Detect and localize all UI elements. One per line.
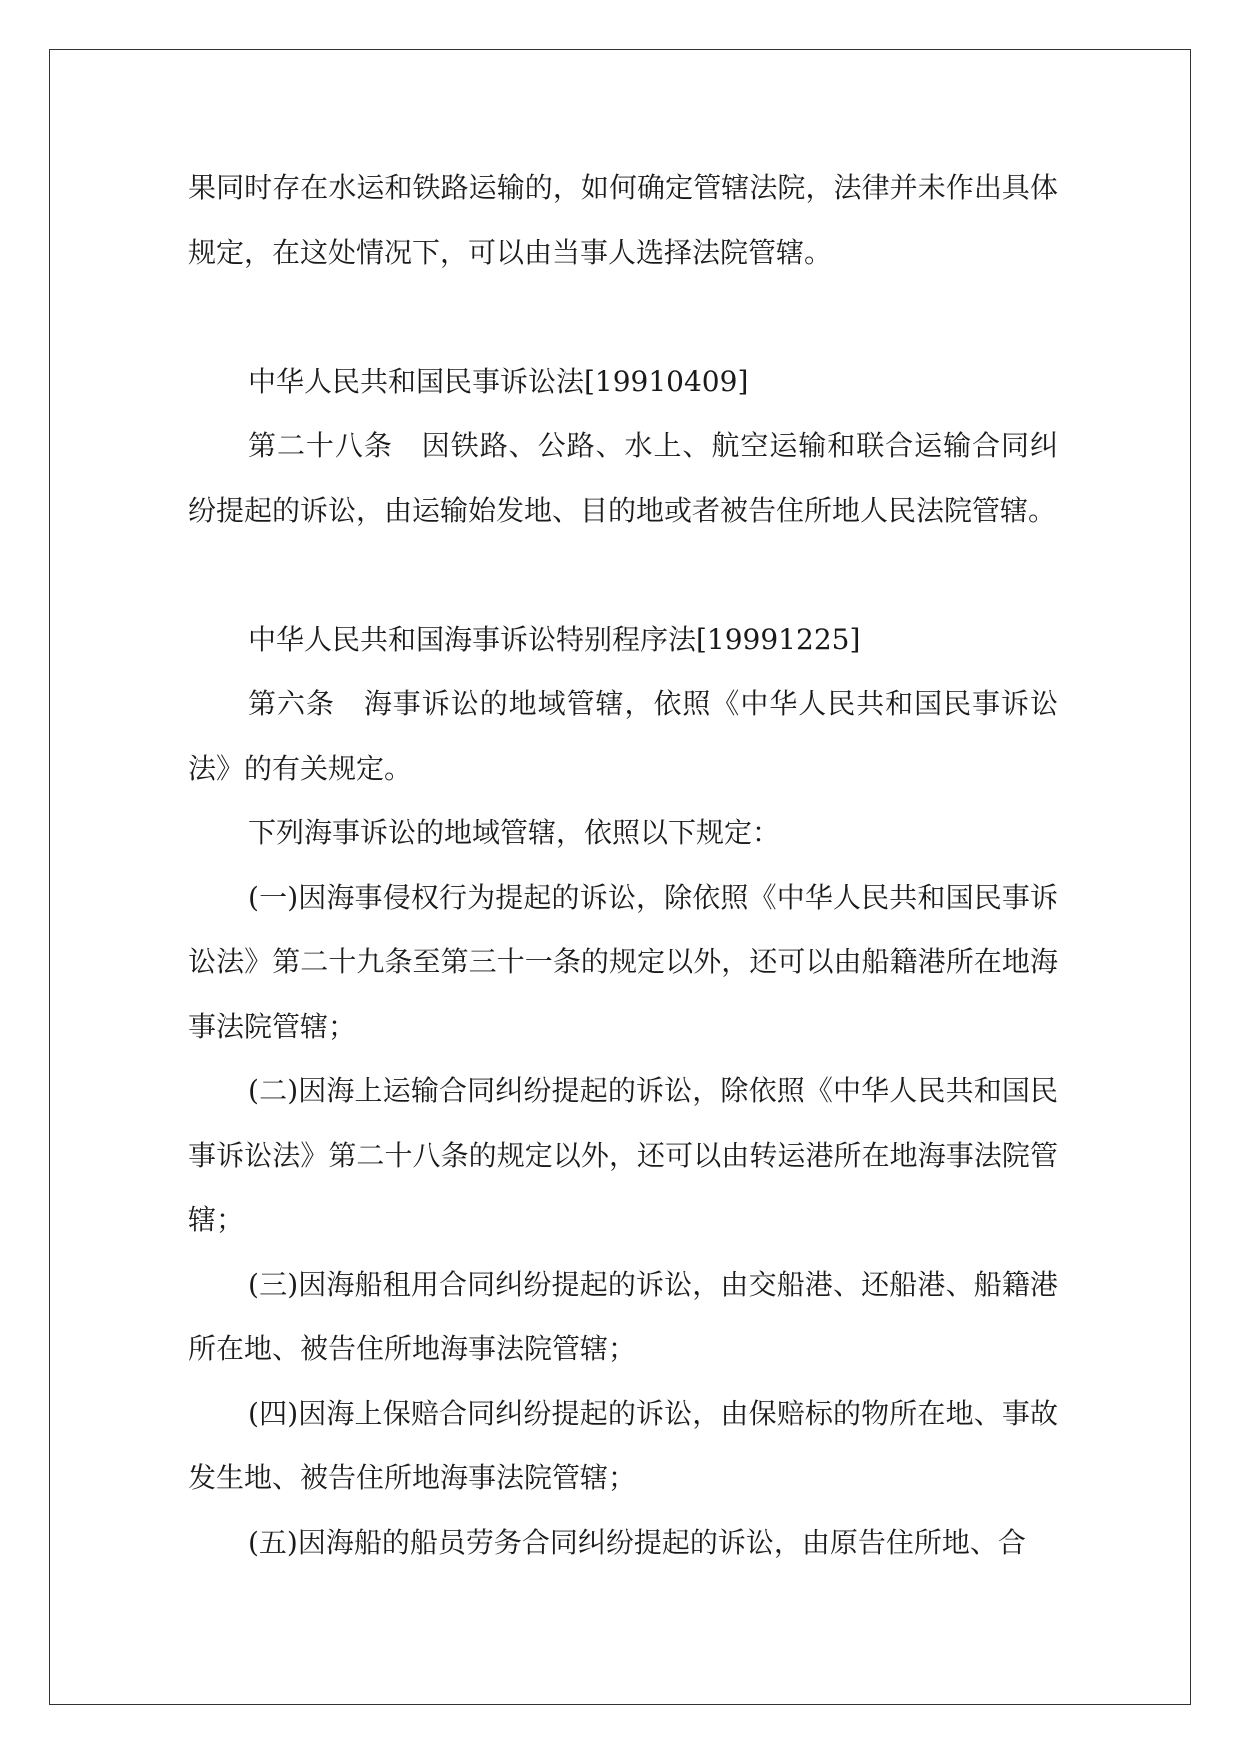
paragraph-continuation: 果同时存在水运和铁路运输的，如何确定管辖法院，法律并未作出具体规定，在这处情况下，可以由当事人选择法院管辖。	[188, 171, 1058, 269]
article-28: 第二十八条 因铁路、公路、水上、航空运输和联合运输合同纠纷提起的诉讼，由运输始发地、目的地或者被告住所地人民法院管辖。	[188, 429, 1058, 527]
document-body	[188, 156, 1058, 1575]
provision-item-3: (三)因海船租用合同纠纷提起的诉讼，由交船港、还船港、船籍港所在地、被告住所地海事法院管辖；	[188, 1267, 1058, 1365]
provision-item-1: (一)因海事侵权行为提起的诉讼，除依照《中华人民共和国民事诉讼法》第二十九条至第三十一条的规定以外，还可以由船籍港所在地海事法院管辖；	[188, 880, 1058, 1043]
paragraph-spacer	[188, 543, 1058, 608]
provision-item-2: (二)因海上运输合同纠纷提起的诉讼，除依照《中华人民共和国民事诉讼法》第二十八条的规定以外，还可以由转运港所在地海事法院管辖；	[188, 1074, 1058, 1236]
provision-item-5: (五)因海船的船员劳务合同纠纷提起的诉讼，由原告住所地、合	[248, 1525, 1026, 1559]
provision-item-4: (四)因海上保赔合同纠纷提起的诉讼，由保赔标的物所在地、事故发生地、被告住所地海事法院管辖；	[188, 1396, 1058, 1494]
law-title-civil-procedure: 中华人民共和国民事诉讼法[19910409]	[248, 364, 749, 398]
article-6: 第六条 海事诉讼的地域管辖，依照《中华人民共和国民事诉讼法》的有关规定。	[188, 687, 1058, 785]
provision-intro: 下列海事诉讼的地域管辖，依照以下规定：	[248, 816, 781, 849]
paragraph-spacer	[188, 285, 1058, 350]
law-title-maritime-procedure: 中华人民共和国海事诉讼特别程序法[19991225]	[248, 622, 861, 656]
